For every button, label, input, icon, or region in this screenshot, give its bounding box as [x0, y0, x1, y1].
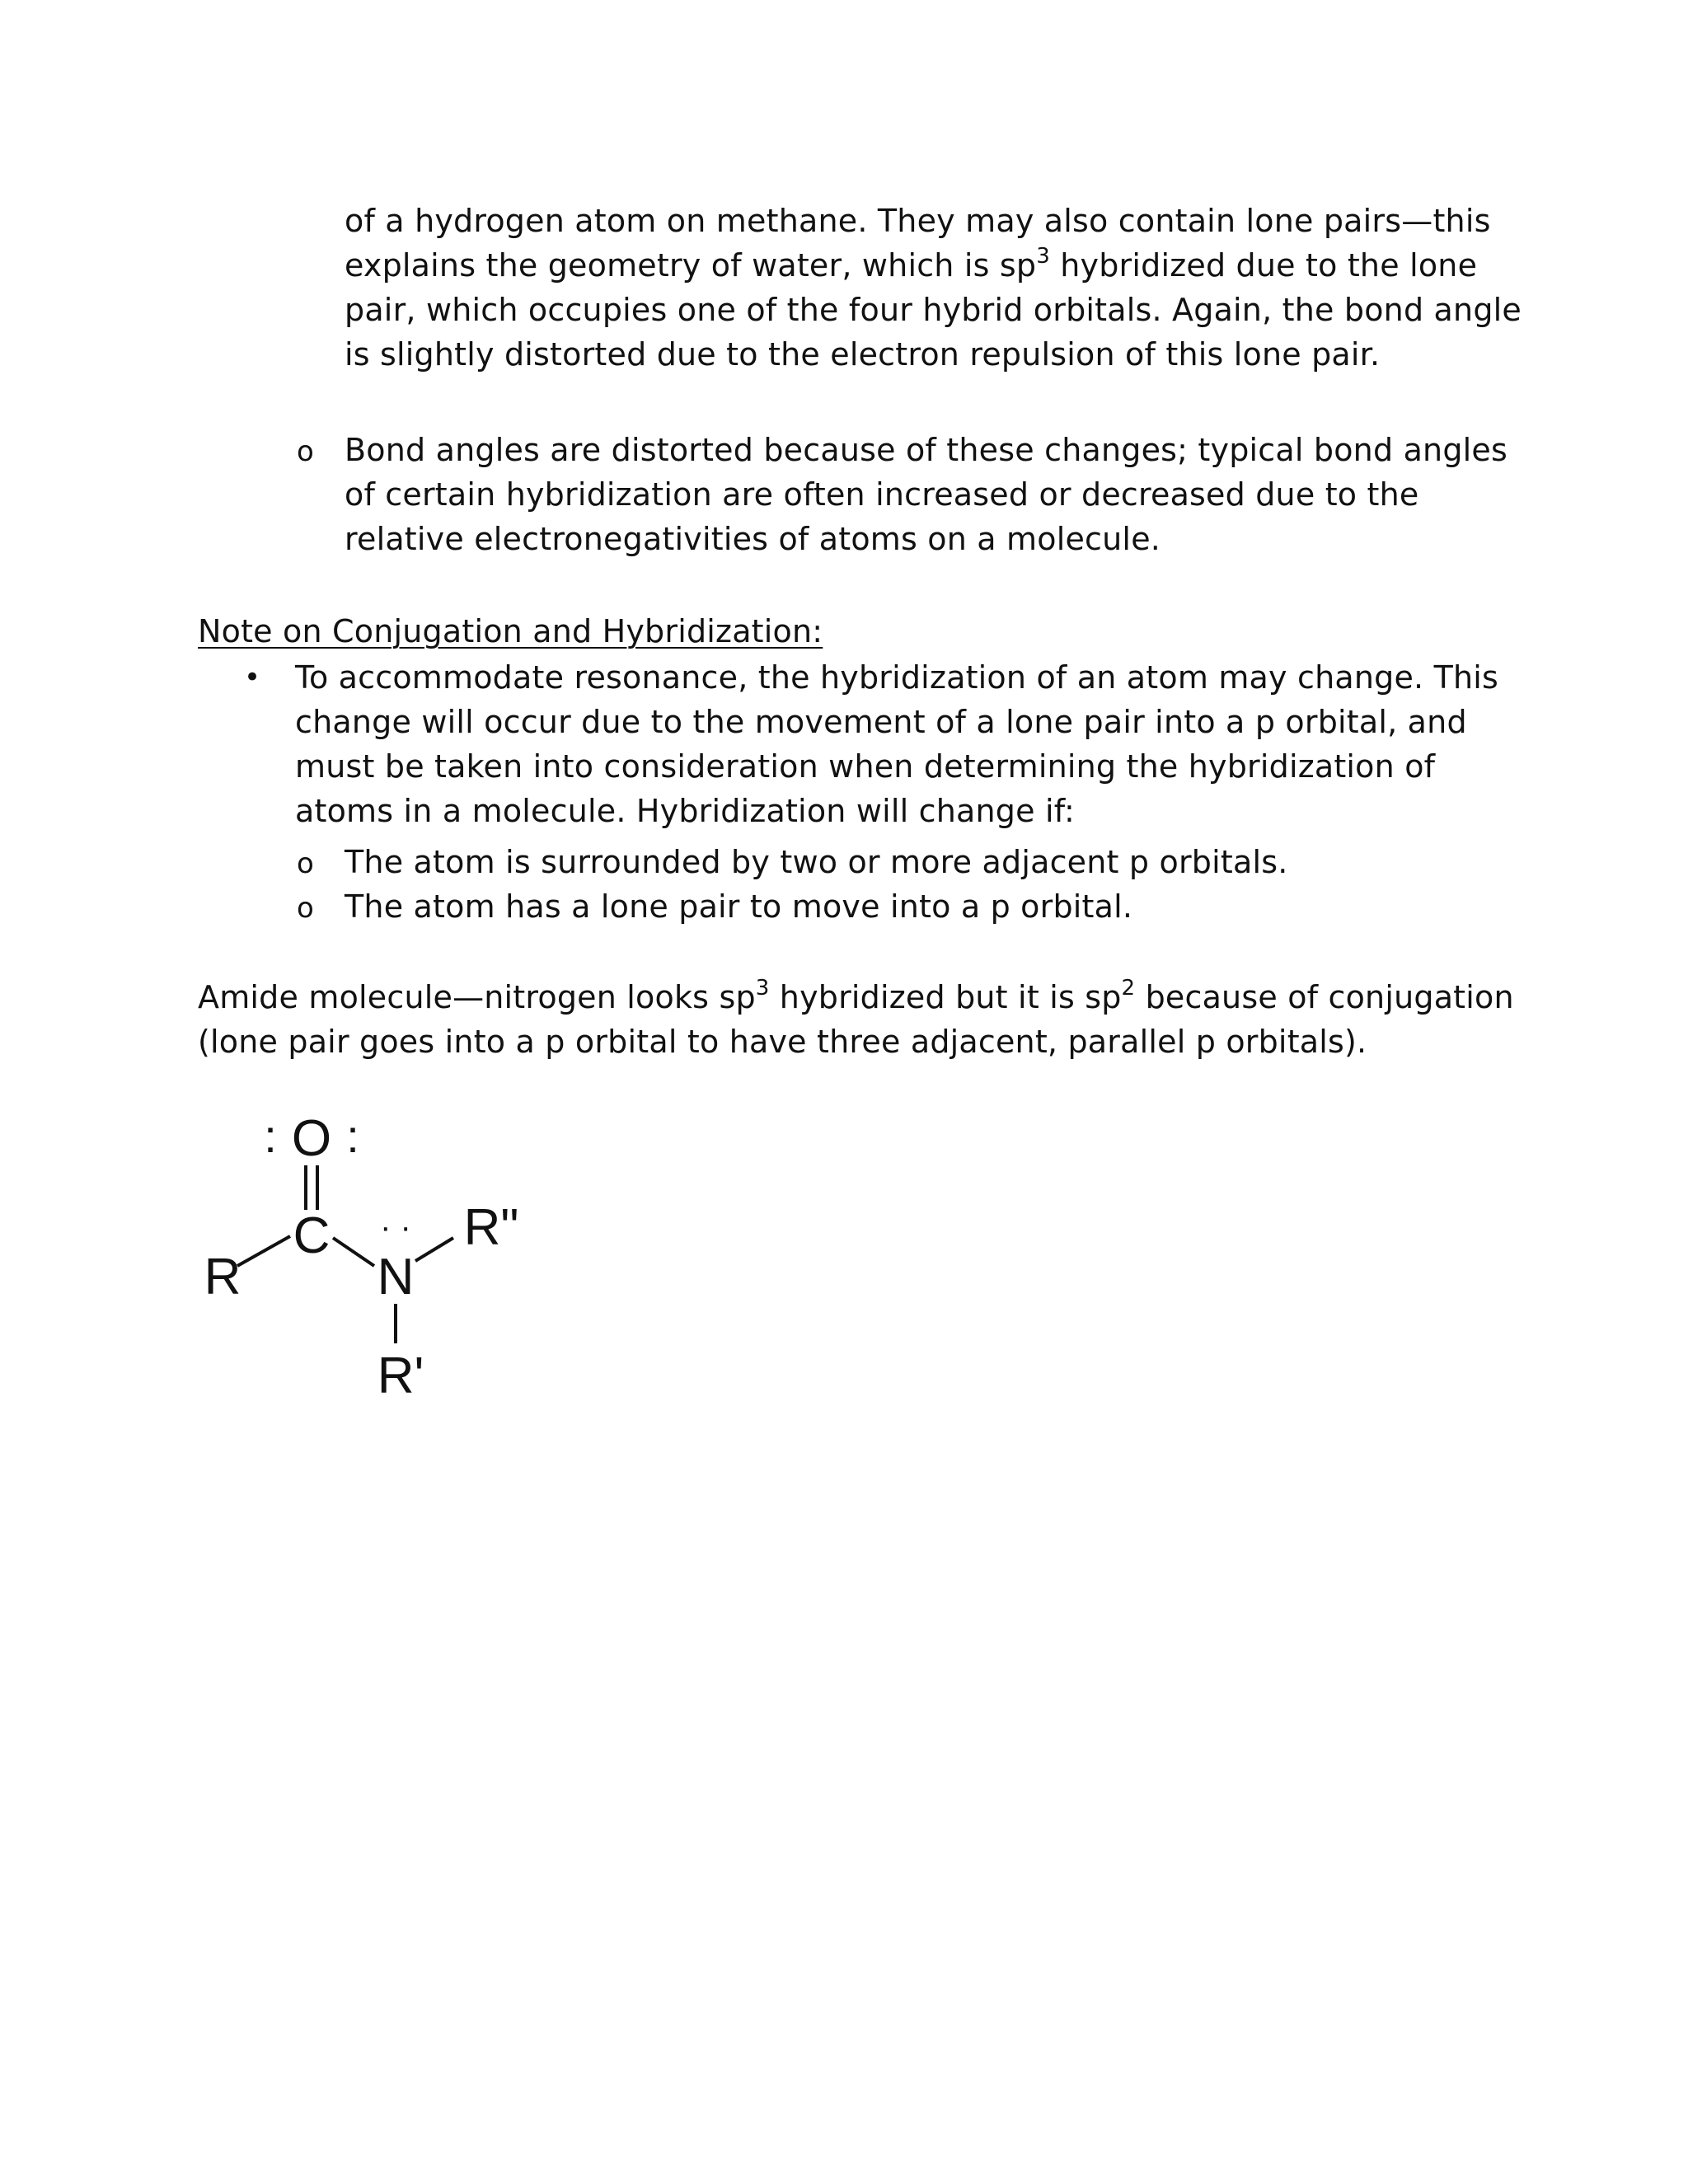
carbon-nitrogen-bond [333, 1238, 374, 1266]
amide-line-1-c: because of conjugation [1135, 979, 1514, 1015]
sub-item-lone-pair: The atom has a lone pair to move into a p orbital. [345, 888, 1133, 925]
sub-bullet-marker: o [297, 892, 314, 925]
note-heading: Note on Conjugation and Hybridization: [198, 613, 823, 649]
r-carbon-bond [237, 1236, 290, 1266]
sub-item-adjacent-p-orbitals: The atom is surrounded by two or more adjacent p orbitals. [345, 844, 1288, 880]
nitrogen-lone-pair: · · [380, 1209, 411, 1245]
r-prime-group: R' [377, 1347, 424, 1404]
continuation-line-2-pre: explains the geometry of water, which is sp [345, 247, 1037, 284]
amide-line-1 [198, 976, 1514, 1019]
sub-bullet-marker: o [297, 847, 314, 880]
note-bullet-line-1: To accommodate resonance, the hybridization of an atom may change. This [295, 659, 1499, 696]
bond-angle-line-3: relative electronegativities of atoms on a molecule. [345, 521, 1161, 557]
amide-line-2: (lone pair goes into a p orbital to have three adjacent, parallel p orbitals). [198, 1024, 1367, 1060]
sp3-superscript: 3 [1036, 244, 1050, 269]
sub-bullet-marker: o [297, 435, 314, 468]
r-group: R [204, 1249, 241, 1305]
bond-angle-line-1: Bond angles are distorted because of these changes; typical bond angles [345, 432, 1507, 468]
oxygen-lone-pair-right: : [346, 1110, 359, 1162]
sp2-superscript: 2 [1121, 976, 1136, 1001]
carbon-atom: C [293, 1207, 331, 1264]
bond-angle-line-2: of certain hybridization are often increased or decreased due to the [345, 476, 1419, 513]
oxygen-atom: O [291, 1110, 332, 1167]
continuation-line-3: pair, which occupies one of the four hybrid orbitals. Again, the bond angle [345, 292, 1522, 328]
continuation-line-4: is slightly distorted due to the electron repulsion of this lone pair. [345, 336, 1381, 373]
bullet-marker: • [244, 661, 261, 694]
note-bullet-line-4: atoms in a molecule. Hybridization will change if: [295, 793, 1075, 829]
amide-line-1-b: hybridized but it is sp [769, 979, 1122, 1015]
oxygen-lone-pair-left: : [264, 1110, 277, 1162]
amide-line-1-a: Amide molecule—nitrogen looks sp [198, 979, 756, 1015]
nitrogen-r-double-prime-bond [415, 1238, 453, 1261]
sp3-superscript: 3 [755, 976, 770, 1001]
continuation-line-1: of a hydrogen atom on methane. They may also contain lone pairs—this [345, 203, 1491, 239]
continuation-line-2 [345, 244, 1477, 287]
r-double-prime-group: R" [463, 1199, 519, 1256]
note-bullet-line-3: must be taken into consideration when determining the hybridization of [295, 748, 1436, 785]
amide-structure-diagram [198, 1096, 544, 1409]
nitrogen-atom: N [377, 1249, 415, 1305]
continuation-line-2-post: hybridized due to the lone [1049, 247, 1478, 284]
note-bullet-line-2: change will occur due to the movement of a lone pair into a p orbital, and [295, 704, 1467, 740]
